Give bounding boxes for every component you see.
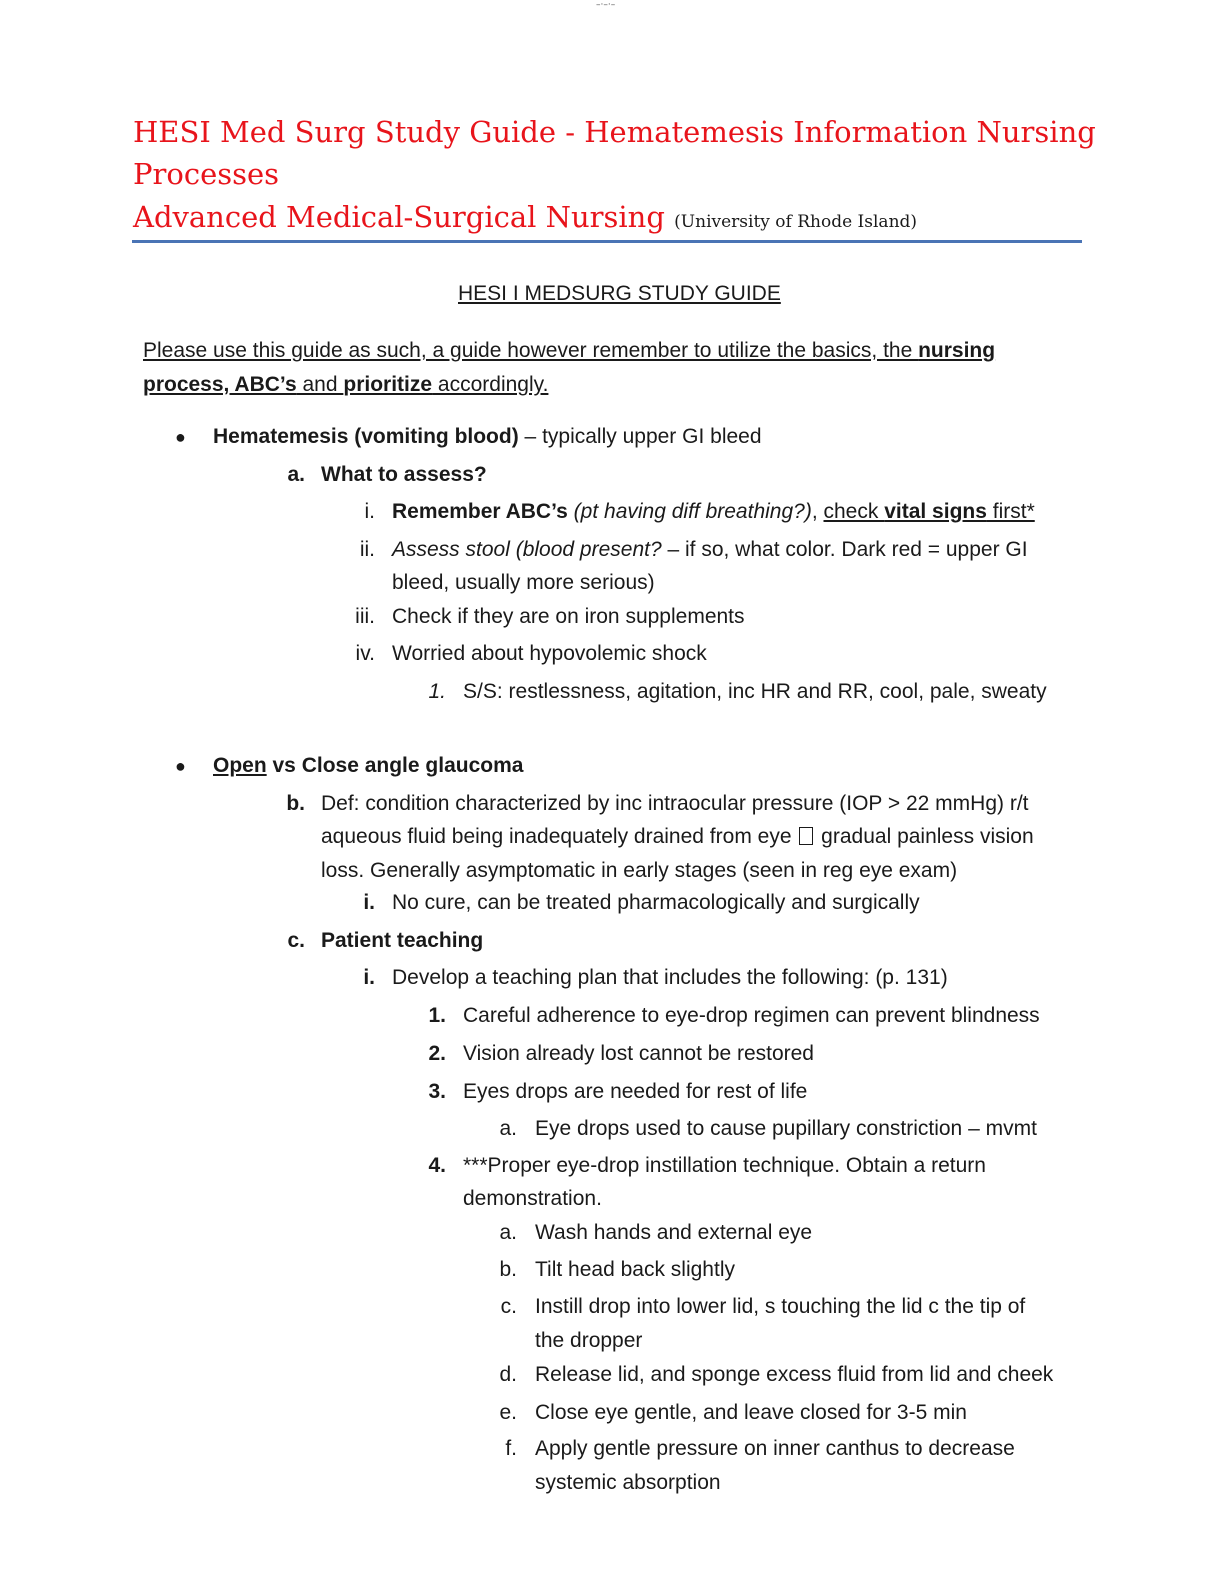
university-name: (University of Rhode Island) — [674, 212, 918, 232]
list-marker: a. — [499, 1117, 517, 1140]
intro-text-3: accordingly. — [432, 373, 549, 396]
hematemesis-desc: – typically upper GI bleed — [518, 425, 762, 448]
course-name: Advanced Medical-Surgical Nursing — [133, 200, 665, 234]
open-term: Open — [213, 754, 267, 777]
arrow-right-icon — [799, 827, 813, 845]
step-tilt-head: Tilt head back slightly — [535, 1258, 735, 1281]
assess-item-iron: Check if they are on iron supplements — [392, 605, 745, 628]
what-to-assess: What to assess? — [321, 463, 487, 486]
step-wash-hands: Wash hands and external eye — [535, 1221, 813, 1244]
def-text-a: aqueous fluid being inadequately drained from eye — [321, 825, 798, 848]
glaucoma-def-line3: loss. Generally asymptomatic in early stages (seen in reg eye exam) — [321, 859, 958, 882]
list-marker: 1. — [428, 680, 446, 703]
list-marker: a. — [287, 463, 305, 486]
step-release-lid: Release lid, and sponge excess fluid from lid and cheek — [535, 1363, 1054, 1386]
intro-bold-process: process, ABC’s — [143, 373, 297, 396]
step-instill-line2: the dropper — [535, 1329, 643, 1352]
patient-teaching: Patient teaching — [321, 929, 484, 952]
intro-bold-nursing: nursing — [918, 339, 996, 362]
vital-signs-term: vital signs — [884, 500, 987, 523]
hematemesis-bullet — [213, 420, 762, 454]
list-marker: i. — [363, 966, 375, 989]
stool-term: Assess stool (blood present? — [392, 538, 662, 561]
step-close-eye: Close eye gentle, and leave closed for 3-5 min — [535, 1401, 967, 1424]
abc-note: (pt having diff breathing?) — [567, 500, 812, 523]
list-marker: 2. — [428, 1042, 446, 1065]
course-line — [133, 196, 917, 243]
glaucoma-bullet — [213, 749, 523, 783]
intro-text-1: Please use this guide as such, a guide however remember to utilize the basics, the — [143, 339, 919, 362]
bullet-dot-icon: ● — [175, 427, 186, 447]
bullet-dot-icon: ● — [175, 756, 186, 776]
first-text: first* — [986, 500, 1035, 523]
title-divider — [132, 240, 1082, 243]
glaucoma-no-cure: No cure, can be treated pharmacologically and surgically — [392, 891, 920, 914]
teaching-item-4-line2: demonstration. — [463, 1187, 602, 1210]
def-text-b: gradual painless vision — [815, 825, 1034, 848]
list-marker: i. — [363, 891, 375, 914]
intro-bold-prioritize: prioritize — [343, 373, 433, 396]
list-marker: f. — [505, 1437, 517, 1460]
shock-signs: S/S: restlessness, agitation, inc HR and RR, cool, pale, sweaty — [463, 680, 1047, 703]
assess-item-stool — [392, 533, 1028, 567]
list-marker: a. — [499, 1221, 517, 1244]
step-pressure-line2: systemic absorption — [535, 1471, 721, 1494]
glaucoma-def-line1: Def: condition characterized by inc intraocular pressure (IOP > 22 mmHg) r/t — [321, 792, 1029, 815]
teaching-item-2: Vision already lost cannot be restored — [463, 1042, 814, 1065]
assess-item-abc — [392, 495, 1035, 529]
list-marker: iv. — [355, 642, 375, 665]
document-title-line1: HESI Med Surg Study Guide - Hematemesis Information Nursing — [133, 115, 1096, 149]
list-marker: i. — [364, 500, 375, 523]
hematemesis-term: Hematemesis (vomiting blood) — [213, 425, 519, 448]
intro-text-2: and — [296, 373, 344, 396]
teaching-item-3a: Eye drops used to cause pupillary constriction – mvmt — [535, 1117, 1037, 1140]
document-title-line2: Processes — [133, 157, 280, 191]
list-marker: 1. — [428, 1004, 446, 1027]
glaucoma-def-line2 — [321, 820, 1034, 854]
stool-desc: – if so, what color. Dark red = upper GI — [661, 538, 1028, 561]
assess-item-stool-line2: bleed, usually more serious) — [392, 571, 655, 594]
list-marker: b. — [286, 792, 305, 815]
list-marker: c. — [500, 1295, 517, 1318]
intro-line2 — [143, 368, 548, 402]
list-marker: b. — [499, 1258, 517, 1281]
assess-item-shock: Worried about hypovolemic shock — [392, 642, 707, 665]
abc-term: Remember ABC’s — [392, 500, 568, 523]
list-marker: c. — [287, 929, 305, 952]
check-text: check — [823, 500, 885, 523]
teaching-item-3: Eyes drops are needed for rest of life — [463, 1080, 808, 1103]
teaching-item-4-line1: ***Proper eye-drop instillation technique. Obtain a return — [463, 1154, 986, 1177]
list-marker: 3. — [428, 1080, 446, 1103]
glaucoma-title: vs Close angle glaucoma — [266, 754, 524, 777]
list-marker: d. — [499, 1363, 517, 1386]
step-instill-line1: Instill drop into lower lid, s touching the lid c the tip of — [535, 1295, 1026, 1318]
list-marker: ii. — [359, 538, 375, 561]
step-pressure-line1: Apply gentle pressure on inner canthus to decrease — [535, 1437, 1015, 1460]
list-marker: iii. — [355, 605, 375, 628]
comma: , — [811, 500, 824, 523]
intro-line1 — [143, 334, 995, 368]
guide-heading: HESI I MEDSURG STUDY GUIDE — [458, 282, 781, 305]
list-marker: e. — [499, 1401, 517, 1424]
teaching-plan: Develop a teaching plan that includes the following: (p. 131) — [392, 966, 948, 989]
page-top-mark: –·–·– — [596, 0, 616, 10]
list-marker: 4. — [428, 1154, 446, 1177]
teaching-item-1: Careful adherence to eye-drop regimen can prevent blindness — [463, 1004, 1040, 1027]
